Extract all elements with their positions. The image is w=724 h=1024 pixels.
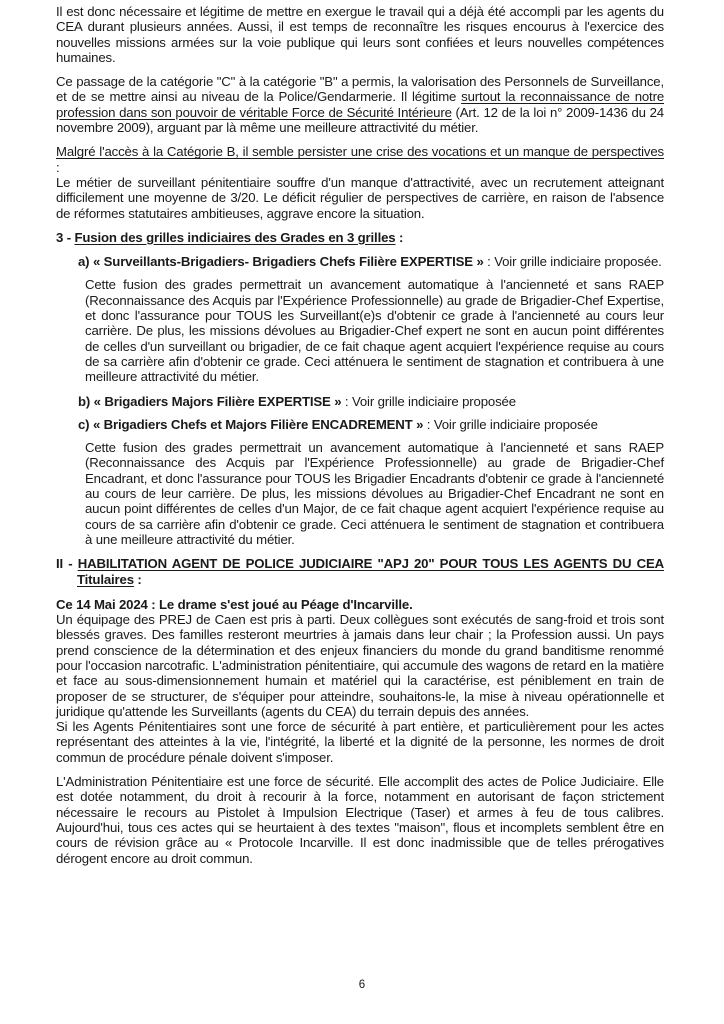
intro-paragraph-2 (56, 74, 664, 135)
vocation-crisis-heading: Malgré l'accès à la Catégorie B, il semble persister une crise des vocations et un manque de perspectives (56, 144, 664, 160)
section-3-item-b (78, 394, 664, 409)
section-II-paragraph-2: Si les Agents Pénitentiaires sont une force de sécurité à part entière, et particulièrement pour les actes représentant des atteintes à la vie, l'intégrité, la liberté et la dignité de la personne, les normes de droit commun de procédure pénale doivent s'imposer. (56, 719, 664, 765)
section-II-paragraph-1: Un équipage des PREJ de Caen est pris à parti. Deux collègues sont exécutés de sang-froid et trois sont blessés graves. Des familles resteront meurtries à jamais dans leur chair ; la Profession aussi. Un pays prend conscience de la détermination et des enjeux financiers du monde du grand banditisme renommé pour l'occasion narcotrafic. L'administration pénitentiaire, qui accumule des wagons de retard en la matière et face au sous-dimensionnement humain et matériel qui la caractérise, est péniblement en train de proposer de se structurer, de s'équiper pour atteindre, souhaitons-le, la mise à niveau opérationnelle et juridique qu'attende les Surveillants (agents du CEA) du terrain depuis des années. (56, 612, 664, 719)
section-3-item-a (78, 254, 664, 269)
page-number: 6 (358, 979, 366, 991)
section-II-number: II - (56, 556, 78, 572)
intro-paragraph-2-start: Ce passage de la catégorie "C" à la catégorie "B" a permis, la valorisation des Personnels de Surveillance, et de se mettre ainsi au niveau de la Police/Gendarmerie. Il légitime (56, 74, 664, 105)
intro-paragraph-3-body: Le métier de surveillant pénitentiaire souffre d'un manque d'attractivité, avec un recrutement atteignant difficilement une moyenne de 3/20. Le déficit régulier de perspectives de carrière, en raison de l'absence de réformes statutaires ambitieuses, aggrave encore la situation. (56, 174, 664, 221)
section-II-title: HABILITATION AGENT DE POLICE JUDICIAIRE "APJ 20" POUR TOUS LES AGENTS DU CEA Titulaires (77, 556, 664, 587)
section-3-item-c-body: Cette fusion des grades permettrait un avancement automatique à l'ancienneté et sans RAEP (Reconnaissance des Acquis par l'Expérience Professionnelle) au grade de Brigadier-Chef Encadrant, et donc l'assurance pour TOUS les Brigadier Encadrants d'obtenir ce grade à l'ancienneté au cours de leur carrière. De plus, les missions dévolues au Brigadier-Chef Encadrant ne sont en aucun point différentes de celles d'un Major, de ce fait chaque agent acquiert l'expérience requise au cours de sa carrière afin d'obtenir ce grade. Ceci atténuera le sentiment de stagnation et contribuera à une meilleure attractivité du métier. (85, 440, 664, 547)
section-3-item-a-body: Cette fusion des grades permettrait un avancement automatique à l'ancienneté et sans RAEP (Reconnaissance des Acquis par l'Expérience Professionnelle) au grade de Brigadier-Chef Expertise, et donc l'assurance pour TOUS les Surveillant(e)s d'obtenir ce grade à l'ancienneté au cours leur carrière. De plus, les missions dévolues au Brigadier-Chef expert ne sont en aucun point différentes de celles d'un surveillant ou brigadier, de ce fait chaque agent acquiert l'expérience requise au cours de sa carrière afin d'obtenir ce grade. Ceci atténuera le sentiment de stagnation et contribuera à une meilleure attractivité du métier. (85, 277, 664, 385)
section-3-number: 3 - (56, 229, 75, 245)
document-page (56, 4, 664, 875)
item-a-label: a) « Surveillants-Brigadiers- Brigadiers Chefs Filière EXPERTISE » (78, 254, 484, 270)
section-3-colon: : (395, 229, 404, 245)
event-heading: Ce 14 Mai 2024 : Le drame s'est joué au Péage d'Incarville. (56, 596, 413, 612)
item-b-label: b) « Brigadiers Majors Filière EXPERTISE » (78, 393, 342, 409)
intro-paragraph-3-heading (56, 144, 664, 175)
item-c-label: c) « Brigadiers Chefs et Majors Filière ENCADREMENT » (78, 416, 424, 432)
intro-paragraph-2-end: (Art. 12 de la loi n° 2009-1436 du 24 novembre 2009), arguant par là même une meilleure attractivité du métier. (56, 104, 664, 136)
item-c-tail: : Voir grille indiciaire proposée (423, 416, 598, 432)
intro-paragraph-1: Il est donc nécessaire et légitime de mettre en exergue le travail qui a déjà été accompli par les agents du CEA durant plusieurs années. Aussi, il est temps de reconnaître les risques encourus à l'exercice des nouvelles missions armées sur la voie publique qui leurs sont confiées et leurs nouvelles compétences humaines. (56, 4, 664, 65)
section-3-heading (56, 230, 664, 245)
intro-paragraph-2-emphasis: surtout la reconnaissance de notre profession dans son pouvoir de véritable Force de Sécurité Intérieure (56, 89, 664, 120)
item-b-tail: : Voir grille indiciaire proposée (341, 393, 516, 409)
heading-colon: : (56, 159, 60, 175)
section-II-colon: : (133, 571, 142, 587)
section-3-title: Fusion des grilles indiciaires des Grades en 3 grilles (74, 229, 396, 245)
section-II-heading (56, 556, 664, 587)
section-II-paragraph-3: L'Administration Pénitentiaire est une force de sécurité. Elle accomplit des actes de Police Judiciaire. Elle est dotée notamment, du droit à recourir à la force, notamment en autorisant de façon strictement nécessaire le recours au Pistolet à Impulsion Electrique (Taser) et armes à feu de tous calibres. Aujourd'hui, tous ces actes qui se heurtaient à des textes "maison", flous et incomplets semblent être en cours de révision grâce au « Protocole Incarville. Il est donc inadmissible que de telles prérogatives dérogent encore au droit commun. (56, 774, 664, 866)
section-3-item-c (78, 417, 664, 432)
item-a-tail: : Voir grille indiciaire proposée. (483, 254, 662, 270)
